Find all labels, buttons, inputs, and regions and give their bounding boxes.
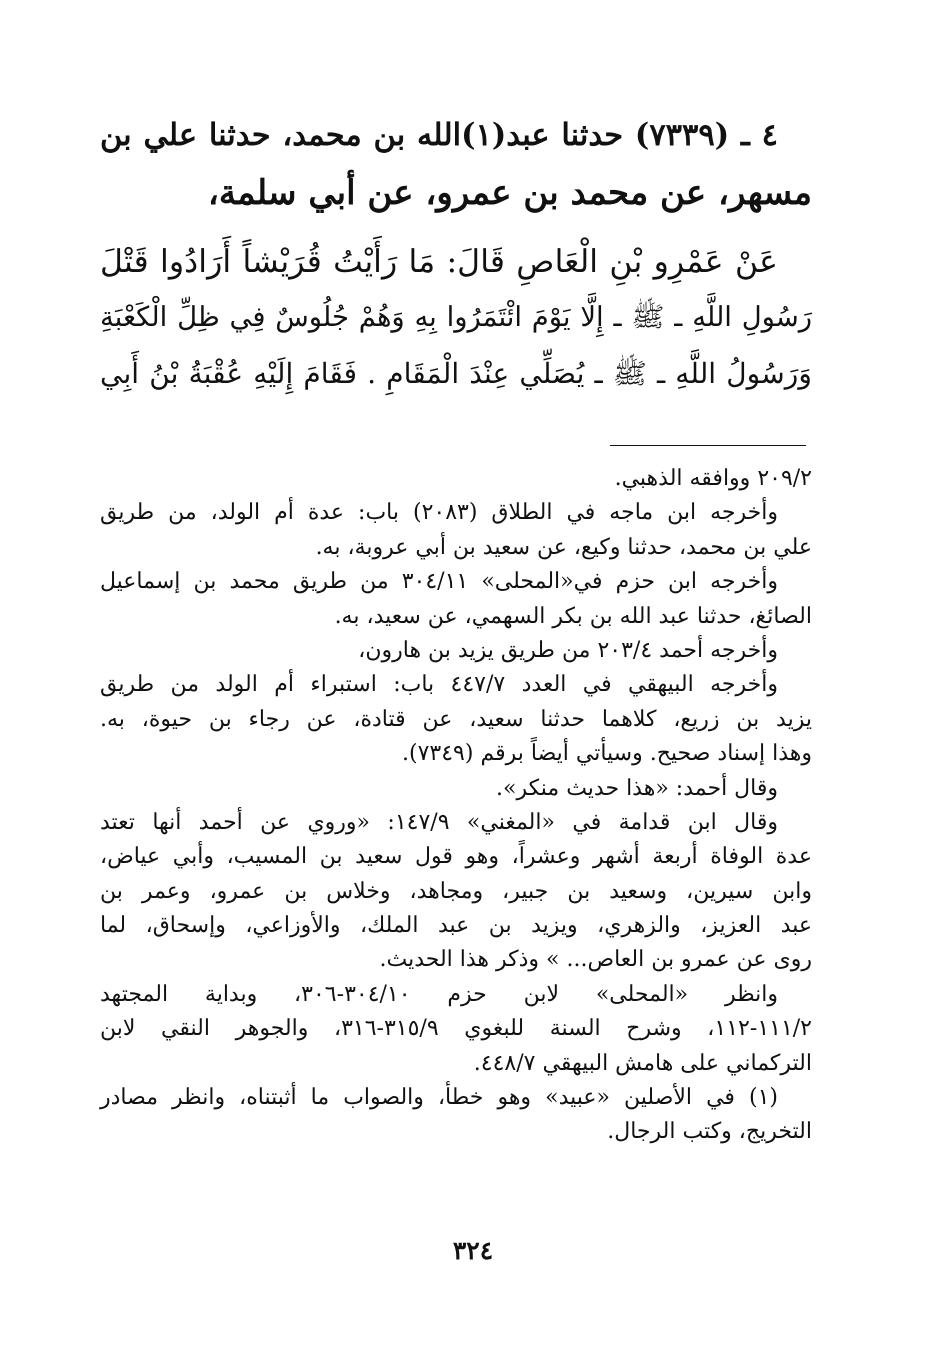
footnote-line: وابن سيرين، وسعيد بن جبير، ومجاهد، وخلاس بن عمرو، وعمر بن (100, 878, 812, 904)
footnote-line: الصائغ، حدثنا عبد الله بن بكر السهمي، عن سعيد، به. (334, 603, 812, 629)
hadith-line: وَرَسُولُ اللَّهِ ـ ﷺ ـ يُصَلِّي عِنْدَ الْمَقَامِ . فَقَامَ إِلَيْهِ عُقْبَةُ بْنُ أَبِي (100, 357, 812, 390)
footnote-line: وأخرجه أحمد ٢٠٣/٤ من طريق يزيد بن هارون، (358, 637, 778, 663)
footnote-line: التخريج، وكتب الرجال. (607, 1119, 812, 1145)
footnote-line: ١١١/٢-١١٢، وشرح السنة للبغوي ٣١٥/٩-٣١٦، والجوهر النقي لابن (100, 1016, 812, 1042)
footnote-line: يزيد بن زريع، كلاهما حدثنا سعيد، عن قتادة، عن رجاء بن حيوة، به. (100, 706, 812, 732)
footnote-line: ٢٠٩/٢ ووافقه الذهبي. (614, 466, 812, 491)
footnote-line: وقال أحمد: «هذا حديث منكر». (496, 775, 778, 801)
isnad-line: مسهر، عن محمد بن عمرو، عن أبي سلمة، (207, 173, 812, 213)
footnote-line: وقال ابن قدامة في «المغني» ١٤٧/٩: «وروي عن أحمد أنها تعتد (100, 809, 778, 835)
hadith-line: رَسُولِ اللَّهِ ـ ﷺ ـ إِلَّا يَوْمَ ائْتَمَرُوا بِهِ وَهُمْ جُلُوسٌ فِي ظِلِّ الْكَعْبَةِ (100, 302, 812, 333)
isnad-line: ٤ ـ (٧٣٣٩) حدثنا عبد(١)الله بن محمد، حدثنا علي بن (100, 117, 778, 153)
footnote-line: وأخرجه ابن حزم في«المحلى» ٣٠٤/١١ من طريق محمد بن إسماعيل (100, 569, 778, 595)
hadith-line: عَنْ عَمْرِو بْنِ الْعَاصِ قَالَ: مَا رَأَيْتُ قُرَيْشاً أَرَادُوا قَتْلَ (100, 244, 778, 280)
footnote-line: وهذا إسناد صحيح. وسيأتي أيضاً برقم (٧٣٤٩). (402, 741, 812, 767)
footnote-line: (١) في الأصلين «عبيد» وهو خطأ، والصواب ما أثبتناه، وانظر مصادر (100, 1085, 778, 1111)
isnad-paragraph (100, 106, 812, 222)
hadith-text (100, 234, 812, 402)
footnotes (100, 462, 812, 1150)
footnote-line: وأخرجه ابن ماجه في الطلاق (٢٠٨٣) باب: عدة أم الولد، من طريق (100, 500, 779, 526)
footnote-line: عدة الوفاة أربعة أشهر وعشراً، وهو قول سعيد بن المسيب، وأبي عياض، (100, 844, 812, 870)
footnote-line: روى عن عمرو بن العاص... » وذكر هذا الحديث. (379, 947, 812, 973)
footnote-line: وانظر «المحلى» لابن حزم ٣٠٤/١٠-٣٠٦، وبداية المجتهد (100, 981, 778, 1007)
footnote-line: علي بن محمد، حدثنا وكيع، عن سعيد بن أبي عروبة، به. (315, 534, 812, 560)
footnote-line: عبد العزيز، والزهري، ويزيد بن عبد الملك، والأوزاعي، وإسحاق، لما (100, 913, 812, 939)
footnote-separator (610, 445, 806, 446)
footnote-line: التركماني على هامش البيهقي ٤٤٨/٧. (473, 1050, 812, 1076)
footnote-line: وأخرجه البيهقي في العدد ٤٤٧/٧ باب: استبراء أم الولد من طريق (100, 672, 778, 698)
page-number: ٣٢٤ (452, 1236, 494, 1265)
